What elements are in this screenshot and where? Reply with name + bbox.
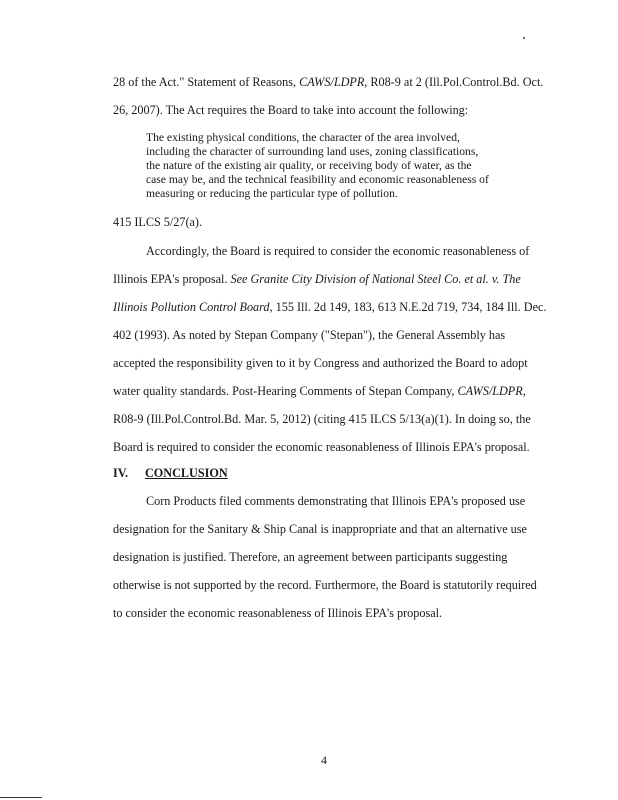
page-number: 4 [321,753,327,767]
quote-line: the nature of the existing air quality, or receiving body of water, as the [146,159,472,172]
quote-line: The existing physical conditions, the character of the area involved, [146,131,460,144]
paragraph-3-line-4: otherwise is not supported by the record. Furthermore, the Board is statutorily required [113,578,537,592]
paragraph-1-line-1: 28 of the Act." Statement of Reasons, CAWS/LDPR, R08-9 at 2 (Ill.Pol.Control.Bd. Oct. [113,75,544,89]
paragraph-2-line-1: Accordingly, the Board is required to consider the economic reasonableness of [146,244,530,258]
section-heading [113,466,228,481]
paragraph-3-line-2: designation for the Sanitary & Ship Canal is inappropriate and that an alternative use [113,522,527,536]
quote-line: including the character of surrounding land uses, zoning classifications, [146,145,479,158]
paragraph-2-line-8: Board is required to consider the economic reasonableness of Illinois EPA's proposal. [113,440,530,454]
section-number: IV. [113,466,129,480]
paragraph-2-line-7: R08-9 (Ill.Pol.Control.Bd. Mar. 5, 2012) (citing 415 ILCS 5/13(a)(1). In doing so, the [113,412,531,426]
paragraph-3-line-1: Corn Products filed comments demonstrating that Illinois EPA's proposed use [146,494,526,508]
paragraph-2-line-3: Illinois Pollution Control Board, 155 Ill. 2d 149, 183, 613 N.E.2d 719, 734, 184 Ill. Dec. [113,300,547,314]
paragraph-1-line-2: 26, 2007). The Act requires the Board to take into account the following: [113,103,469,117]
block-quote [146,131,526,201]
paragraph-2-line-4: 402 (1993). As noted by Stepan Company ("Stepan"), the General Assembly has [113,328,506,342]
quote-line: measuring or reducing the particular type of pollution. [146,187,398,200]
footer-rule [0,797,42,798]
paragraph-3-line-3: designation is justified. Therefore, an agreement between participants suggesting [113,550,508,564]
quote-line: case may be, and the technical feasibility and economic reasonableness of [146,173,489,186]
paragraph-2-line-6: water quality standards. Post-Hearing Comments of Stepan Company, CAWS/LDPR, [113,384,526,398]
paragraph-2-line-2: Illinois EPA's proposal. See Granite City Division of National Steel Co. et al. v. The [113,272,521,286]
paragraph-2-line-5: accepted the responsibility given to it by Congress and authorized the Board to adopt [113,356,528,370]
statute-citation: 415 ILCS 5/27(a). [113,215,203,229]
paragraph-3-line-5: to consider the economic reasonableness of Illinois EPA's proposal. [113,606,443,620]
scan-speck [523,37,525,39]
section-title: CONCLUSION [145,466,228,480]
